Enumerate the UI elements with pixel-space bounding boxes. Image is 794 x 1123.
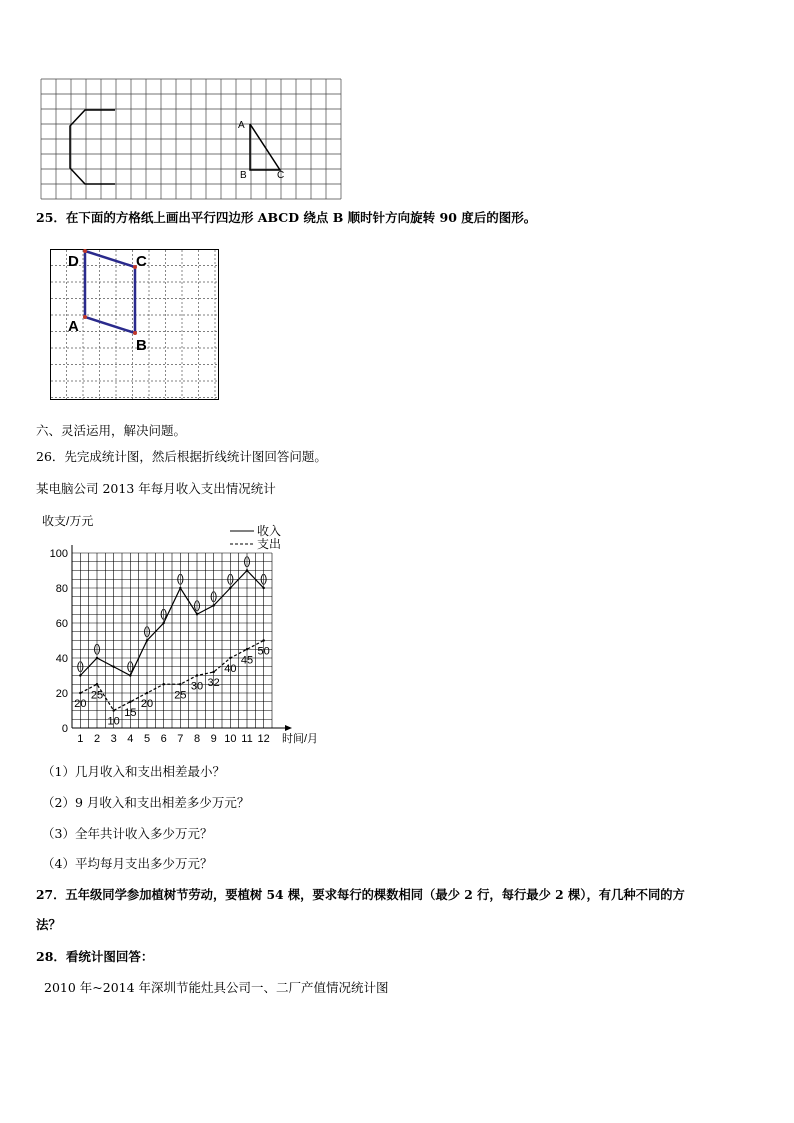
top-shape-left [70, 110, 115, 184]
data-point [96, 683, 98, 685]
label-c: C [136, 253, 147, 270]
data-label: 20 [140, 698, 154, 710]
x-tick-label: 2 [93, 733, 101, 745]
vertex-d [83, 249, 87, 253]
data-point [212, 604, 214, 606]
data-point [146, 639, 148, 641]
data-label: 50 [257, 645, 270, 658]
data-point [196, 674, 198, 676]
data-label: () [176, 573, 184, 585]
data-point [79, 674, 81, 676]
y-tick-label: 60 [55, 618, 68, 630]
x-tick-label: 11 [241, 733, 253, 745]
top-grid-figure [40, 78, 342, 200]
q28-caption: 2010 年~2014 年深圳节能灶具公司一、二厂产值情况统计图 [44, 980, 389, 995]
x-tick-label: 5 [143, 733, 151, 745]
data-point [262, 639, 264, 641]
data-label: () [143, 625, 151, 638]
legend-income-label: 收入 [257, 524, 282, 538]
y-tick-label: 80 [55, 583, 68, 595]
data-label: () [126, 660, 134, 673]
q25-text: 25．在下面的方格纸上画出平行四边形 ABCD 绕点 B 顺时针方向旋转 90 度后的图形。 [36, 210, 537, 225]
data-label: 25 [90, 689, 104, 702]
data-label: () [243, 555, 251, 568]
y-tick-label: 0 [61, 723, 68, 735]
data-label: () [93, 643, 101, 655]
data-point [162, 683, 164, 685]
data-point [246, 648, 248, 650]
x-tick-label: 7 [177, 733, 184, 745]
data-point [79, 692, 81, 694]
data-point [229, 657, 231, 659]
data-point [112, 709, 114, 711]
data-point [112, 666, 114, 668]
x-axis-arrow [285, 725, 292, 731]
data-point [96, 657, 98, 659]
chart-title: 某电脑公司 2013 年每月收入支出情况统计 [36, 481, 276, 496]
label-a-top: A [238, 120, 245, 131]
section-heading: 六、灵活运用，解决问题。 [36, 423, 187, 438]
y-tick-label: 40 [55, 653, 68, 665]
data-label: () [76, 660, 84, 673]
q26-sub2: （2）9 月收入和支出相差多少万元？ [42, 795, 250, 810]
q27-line1: 27．五年级同学参加植树节劳动，要植树 54 棵，要求每行的棵数相同（最少 2 行，每行最少 2 棵），有几种不同的方 [36, 887, 685, 902]
data-point [129, 674, 131, 676]
label-d: D [68, 253, 79, 270]
data-label: 25 [174, 689, 187, 702]
label-b: B [136, 337, 147, 354]
y-axis-label: 收支/万元 [42, 514, 94, 528]
data-point [246, 569, 248, 571]
vertex-a [83, 315, 87, 319]
income-expense-line-chart [36, 508, 336, 748]
data-label: () [226, 573, 234, 585]
data-label: () [160, 608, 168, 620]
x-tick-label: 10 [224, 733, 237, 745]
q26-sub4: （4）平均每月支出多少万元？ [42, 856, 213, 871]
x-tick-label: 1 [77, 733, 84, 745]
label-c-top: C [277, 170, 285, 181]
data-label: 20 [74, 698, 87, 710]
y-tick-label: 20 [55, 688, 68, 700]
vertex-b [133, 331, 137, 335]
q27-line2: 法？ [36, 917, 62, 932]
y-tick-label: 100 [49, 548, 68, 560]
q26-text: 26．先完成统计图，然后根据折线统计图回答问题。 [36, 449, 327, 464]
data-point [146, 692, 148, 694]
data-label: 45 [240, 654, 254, 667]
x-tick-label: 3 [110, 733, 117, 745]
data-label: 15 [124, 706, 137, 719]
q25-grid-figure [50, 249, 220, 401]
q26-sub3: （3）全年共计收入多少万元？ [42, 826, 213, 841]
data-label: 40 [224, 663, 237, 675]
x-tick-label: 4 [127, 733, 134, 745]
x-tick-label: 9 [210, 733, 217, 745]
q26-sub1: （1）几月收入和支出相差最小？ [42, 764, 225, 779]
data-point [212, 671, 214, 673]
data-point [262, 587, 264, 589]
top-triangle [250, 124, 280, 170]
x-axis-label: 时间/月 [282, 733, 319, 745]
data-label: 30 [190, 680, 204, 693]
data-label: 32 [207, 677, 220, 689]
data-point [196, 613, 198, 615]
data-label: () [260, 573, 268, 585]
x-tick-label: 12 [257, 733, 270, 745]
label-b-top: B [240, 170, 247, 181]
data-point [179, 587, 181, 589]
label-a: A [68, 318, 79, 335]
data-point [179, 683, 181, 685]
data-label: () [210, 590, 218, 603]
data-point [129, 701, 131, 703]
legend-expense-label: 支出 [257, 537, 282, 551]
data-label: () [193, 599, 201, 612]
data-point [162, 622, 164, 624]
data-label: 10 [107, 715, 120, 728]
data-point [229, 587, 231, 589]
x-tick-label: 8 [193, 733, 201, 745]
q28-text: 28．看统计图回答： [36, 949, 154, 964]
x-tick-label: 6 [160, 733, 167, 745]
